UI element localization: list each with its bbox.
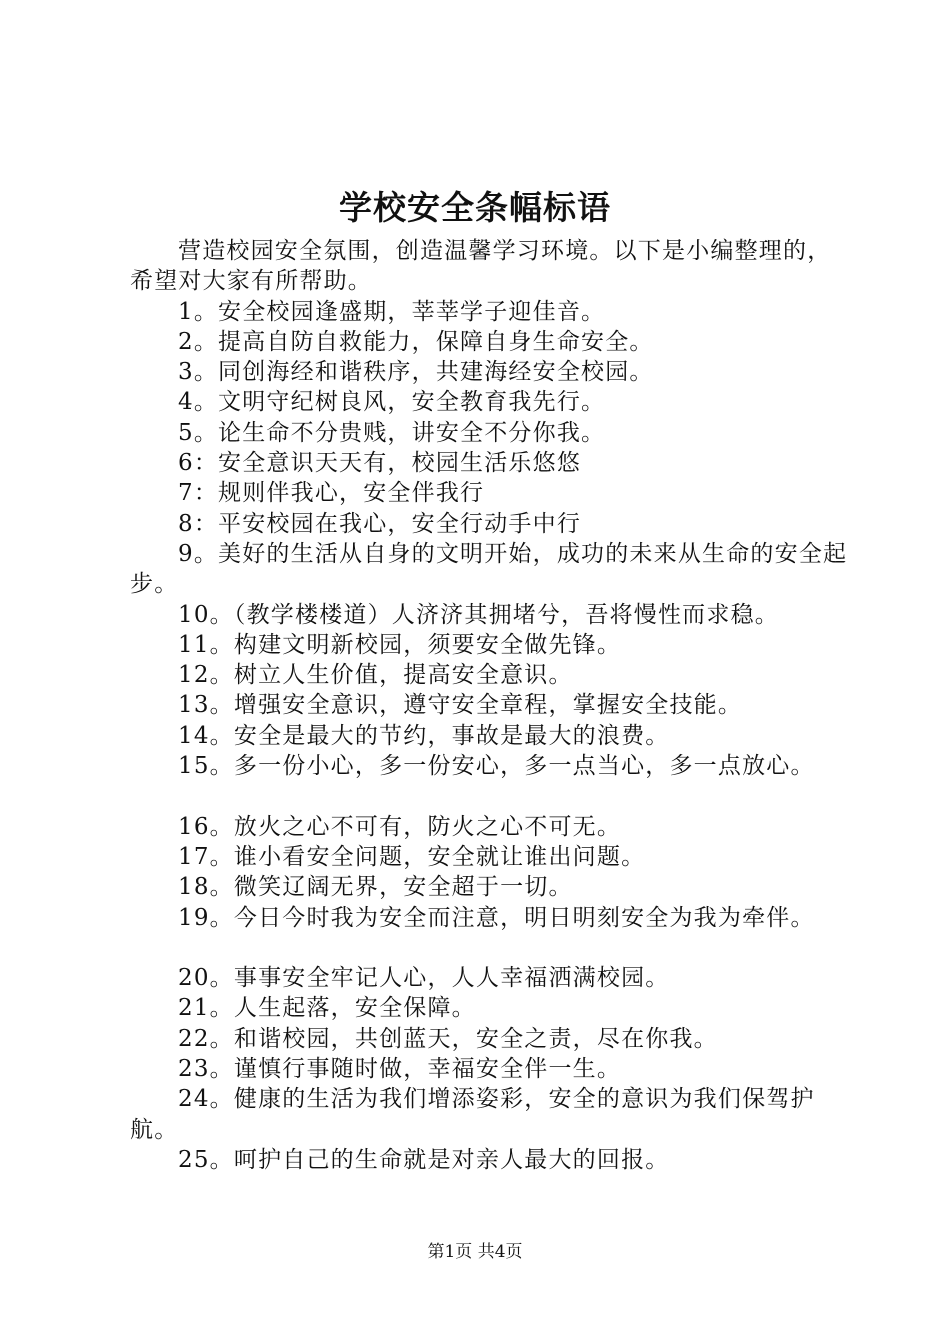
slogan-item: 19。今日今时我为安全而注意，明日明刻安全为我为牵伴。 <box>178 904 815 931</box>
slogan-item: 3。同创海经和谐秩序，共建海经安全校园。 <box>178 359 654 386</box>
slogan-item: 15。多一份小心，多一份安心，多一点当心，多一点放心。 <box>178 753 815 780</box>
blank-line <box>130 781 855 811</box>
slogan-item: 25。呵护自己的生命就是对亲人最大的回报。 <box>178 1146 670 1173</box>
slogan-item: 20。事事安全牢记人心，人人幸福洒满校园。 <box>178 965 670 992</box>
slogan-item: 23。谨慎行事随时做，幸福安全伴一生。 <box>178 1056 622 1083</box>
slogan-item: 7：规则伴我心，安全伴我行 <box>178 480 485 507</box>
slogan-item: 2。提高自防自救能力，保障自身生命安全。 <box>178 328 654 355</box>
slogan-item: 14。安全是最大的节约，事故是最大的浪费。 <box>178 722 670 749</box>
slogan-item: 8：平安校园在我心，安全行动手中行 <box>178 510 582 537</box>
slogan-item: 16。放火之心不可有，防火之心不可无。 <box>178 813 622 840</box>
document-body <box>130 236 855 1175</box>
slogan-item: 1。安全校园逢盛期，莘莘学子迎佳音。 <box>178 298 606 325</box>
page-title: 学校安全条幅标语 <box>339 188 611 227</box>
slogan-item: 22。和谐校园，共创蓝天，安全之责，尽在你我。 <box>178 1025 718 1052</box>
slogan-item: 9。美好的生活从自身的文明开始，成功的未来从生命的安全起步。 <box>130 540 848 598</box>
slogan-item: 12。树立人生价值，提高安全意识。 <box>178 662 573 689</box>
slogan-item: 18。微笑辽阔无界，安全超于一切。 <box>178 874 573 901</box>
slogan-item: 4。文明守纪树良风，安全教育我先行。 <box>178 389 606 416</box>
slogan-item: 6：安全意识天天有，校园生活乐悠悠 <box>178 450 582 477</box>
slogan-item: 11。构建文明新校园，须要安全做先锋。 <box>178 631 622 658</box>
page-footer: 第1页 共4页 <box>427 1242 523 1262</box>
intro-paragraph: 营造校园安全氛围，创造温馨学习环境。以下是小编整理的，希望对大家有所帮助。 <box>130 238 832 295</box>
blank-line <box>130 933 855 963</box>
slogan-item: 13。增强安全意识，遵守安全章程，掌握安全技能。 <box>178 692 743 719</box>
slogan-item: 17。谁小看安全问题，安全就让谁出问题。 <box>178 843 646 870</box>
slogan-item: 5。论生命不分贵贱，讲安全不分你我。 <box>178 419 606 446</box>
slogan-item: 10。（教学楼楼道）人济济其拥堵兮，吾将慢性而求稳。 <box>178 601 779 628</box>
slogan-item: 21。人生起落，安全保障。 <box>178 995 476 1022</box>
slogan-item: 24。健康的生活为我们增添姿彩，安全的意识为我们保驾护航。 <box>130 1086 815 1143</box>
